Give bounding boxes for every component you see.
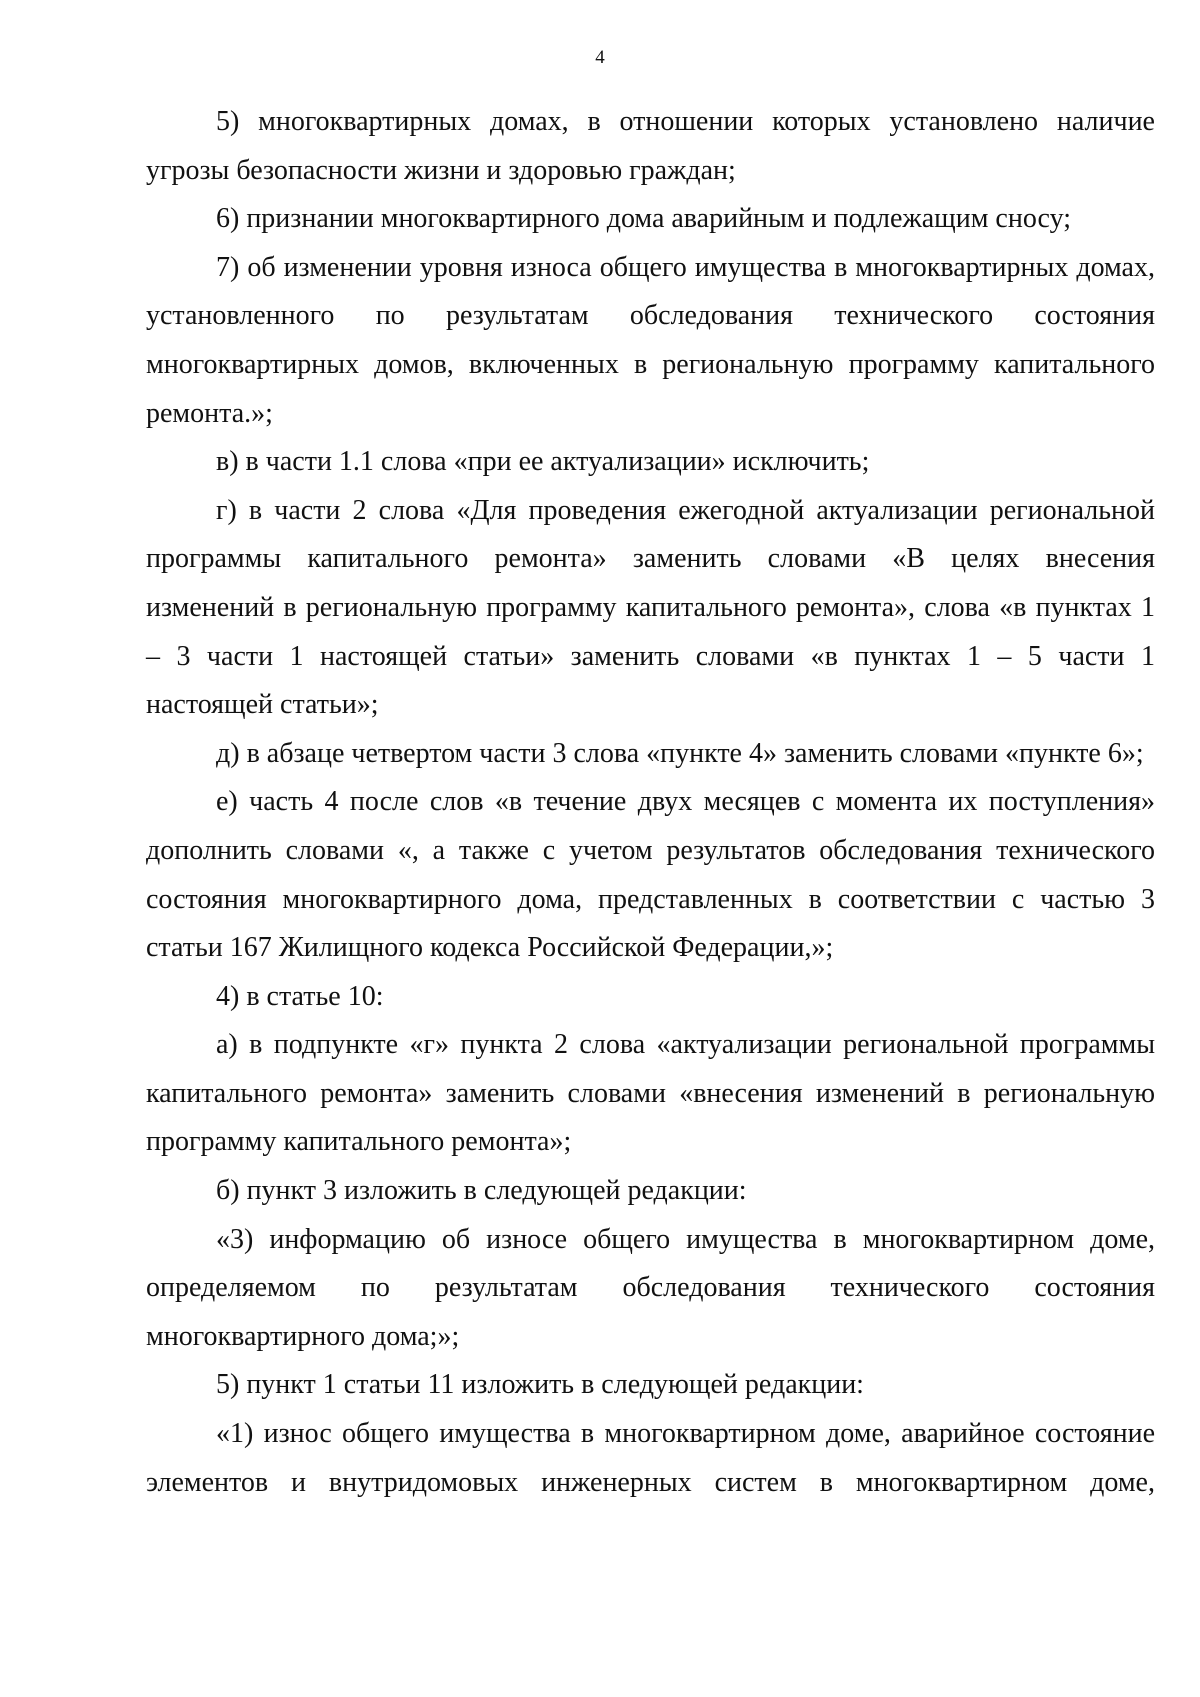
paragraph-subitem-b: б) пункт 3 изложить в следующей редакции: xyxy=(216,1175,747,1207)
paragraph-item-5-article-11: 5) пункт 1 статьи 11 изложить в следующей редакции: xyxy=(216,1369,864,1401)
paragraph-subitem-d: д) в абзаце четвертом части 3 слова «пункте 4» заменить словами «пункте 6»; xyxy=(216,737,1144,769)
document-body xyxy=(146,98,1155,1507)
paragraph-item-5: 5) многоквартирных домах, в отношении которых установлено наличие угрозы безопасности жизни и здоровью граждан; xyxy=(146,106,1155,186)
paragraph-item-4-article-10: 4) в статье 10: xyxy=(216,980,384,1012)
paragraph-subitem-e: е) часть 4 после слов «в течение двух месяцев с момента их поступления» дополнить словами «, а также с учетом результатов обследования технического состояния многоквартирного дома, представленных в соответствии с частью 3 статьи 167 Жилищного кодекса Российской Федерации,»; xyxy=(146,786,1155,964)
paragraph-item-7: 7) об изменении уровня износа общего имущества в многоквартирных домах, установленного по результатам обследования технического состояния многоквартирных домов, включенных в региональную программу капитального ремонта.»; xyxy=(146,251,1155,429)
paragraph-quoted-item-1: «1) износ общего имущества в многоквартирном доме, аварийное состояние элементов и внутридомовых инженерных систем в многоквартирном доме, xyxy=(146,1418,1155,1498)
paragraph-quoted-item-3: «3) информацию об износе общего имущества в многоквартирном доме, определяемом по результатам обследования технического состояния многоквартирного дома;»; xyxy=(146,1223,1155,1352)
paragraph-subitem-v: в) в части 1.1 слова «при ее актуализации» исключить; xyxy=(216,446,870,478)
paragraph-item-6: 6) признании многоквартирного дома аварийным и подлежащим сносу; xyxy=(216,203,1071,235)
page-number: 4 xyxy=(595,47,605,68)
paragraph-subitem-a: а) в подпункте «г» пункта 2 слова «актуализации региональной программы капитального ремонта» заменить словами «внесения изменений в региональную программу капитального ремонта»; xyxy=(146,1029,1155,1158)
paragraph-subitem-g: г) в части 2 слова «Для проведения ежегодной актуализации региональной программы капитального ремонта» заменить словами «В целях внесения изменений в региональную программу капитального ремонта», слова «в пунктах 1 – 3 части 1 настоящей статьи» заменить словами «в пунктах 1 – 5 части 1 настоящей статьи»; xyxy=(146,494,1155,721)
